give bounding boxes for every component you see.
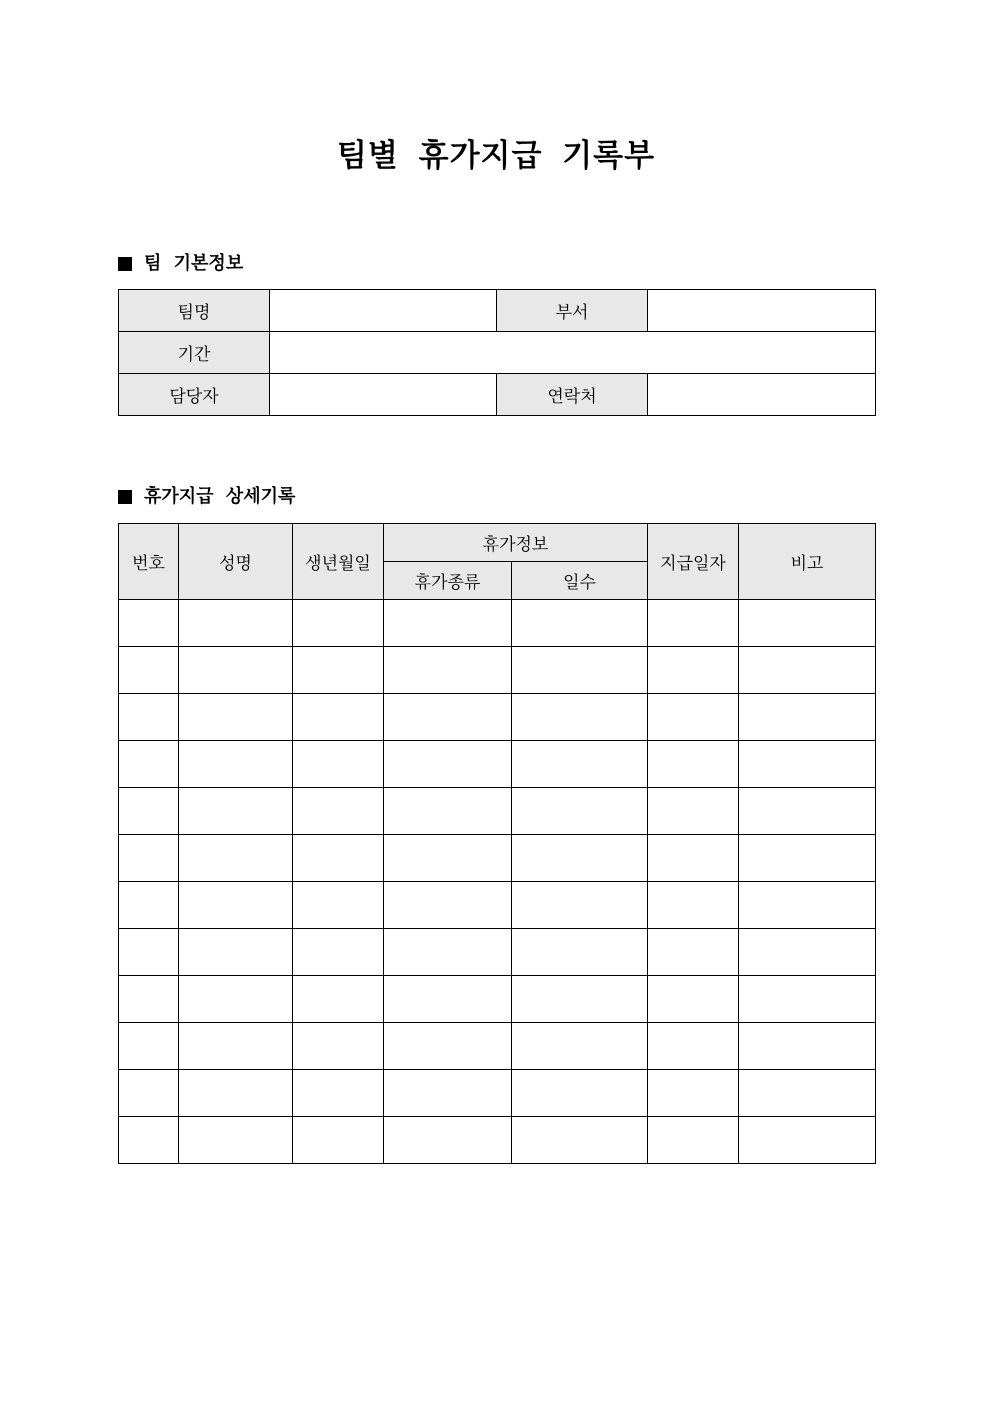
remarks-cell[interactable] bbox=[739, 1117, 876, 1164]
remarks-cell[interactable] bbox=[739, 600, 876, 647]
remarks-cell[interactable] bbox=[739, 741, 876, 788]
name-cell[interactable] bbox=[179, 882, 293, 929]
name-cell[interactable] bbox=[179, 976, 293, 1023]
leave-detail-table bbox=[118, 523, 876, 1164]
number-cell[interactable] bbox=[119, 882, 179, 929]
number-cell[interactable] bbox=[119, 976, 179, 1023]
days-cell[interactable] bbox=[512, 1070, 648, 1117]
table-row bbox=[119, 694, 876, 741]
remarks-cell[interactable] bbox=[739, 929, 876, 976]
table-row bbox=[119, 290, 876, 332]
team-info-table bbox=[118, 289, 876, 416]
col-header-name: 성명 bbox=[179, 524, 293, 600]
number-cell[interactable] bbox=[119, 741, 179, 788]
section-heading-label: 팀 기본정보 bbox=[144, 253, 244, 274]
number-cell[interactable] bbox=[119, 1070, 179, 1117]
remarks-cell[interactable] bbox=[739, 835, 876, 882]
name-cell[interactable] bbox=[179, 1117, 293, 1164]
name-cell[interactable] bbox=[179, 600, 293, 647]
table-row bbox=[119, 788, 876, 835]
days-cell[interactable] bbox=[512, 600, 648, 647]
table-row bbox=[119, 374, 876, 416]
contact-field[interactable] bbox=[648, 374, 876, 416]
col-header-number: 번호 bbox=[119, 524, 179, 600]
document-title: 팀별 휴가지급 기록부 bbox=[336, 138, 656, 174]
days-cell[interactable] bbox=[512, 741, 648, 788]
table-row bbox=[119, 1070, 876, 1117]
leave-type-cell[interactable] bbox=[384, 976, 512, 1023]
number-cell[interactable] bbox=[119, 788, 179, 835]
name-cell[interactable] bbox=[179, 1070, 293, 1117]
pay-date-cell[interactable] bbox=[648, 1117, 739, 1164]
header-row bbox=[119, 524, 876, 562]
col-header-leave-type: 휴가종류 bbox=[384, 562, 512, 600]
col-header-remarks: 비고 bbox=[739, 524, 876, 600]
leave-type-cell[interactable] bbox=[384, 882, 512, 929]
table-row bbox=[119, 1117, 876, 1164]
pay-date-cell[interactable] bbox=[648, 1070, 739, 1117]
name-cell[interactable] bbox=[179, 741, 293, 788]
pay-date-cell[interactable] bbox=[648, 741, 739, 788]
leave-type-cell[interactable] bbox=[384, 788, 512, 835]
remarks-cell[interactable] bbox=[739, 647, 876, 694]
days-cell[interactable] bbox=[512, 647, 648, 694]
name-cell[interactable] bbox=[179, 647, 293, 694]
section-heading-leave-detail bbox=[118, 484, 295, 510]
name-cell[interactable] bbox=[179, 929, 293, 976]
days-cell[interactable] bbox=[512, 1023, 648, 1070]
leave-type-cell[interactable] bbox=[384, 1070, 512, 1117]
manager-field[interactable] bbox=[270, 374, 497, 416]
number-cell[interactable] bbox=[119, 647, 179, 694]
table-row bbox=[119, 929, 876, 976]
table-row bbox=[119, 1023, 876, 1070]
number-cell[interactable] bbox=[119, 1117, 179, 1164]
pay-date-cell[interactable] bbox=[648, 976, 739, 1023]
remarks-cell[interactable] bbox=[739, 1070, 876, 1117]
pay-date-cell[interactable] bbox=[648, 882, 739, 929]
number-cell[interactable] bbox=[119, 929, 179, 976]
label-department: 부서 bbox=[497, 290, 648, 332]
detail-table-body bbox=[119, 600, 876, 1164]
birthdate-cell[interactable] bbox=[293, 600, 384, 647]
label-manager: 담당자 bbox=[119, 374, 270, 416]
birthdate-cell[interactable] bbox=[293, 647, 384, 694]
days-cell[interactable] bbox=[512, 976, 648, 1023]
period-field[interactable] bbox=[270, 332, 876, 374]
table-row bbox=[119, 976, 876, 1023]
pay-date-cell[interactable] bbox=[648, 835, 739, 882]
pay-date-cell[interactable] bbox=[648, 647, 739, 694]
pay-date-cell[interactable] bbox=[648, 929, 739, 976]
square-bullet-icon bbox=[118, 257, 132, 271]
number-cell[interactable] bbox=[119, 600, 179, 647]
table-row bbox=[119, 332, 876, 374]
leave-type-cell[interactable] bbox=[384, 600, 512, 647]
table-row bbox=[119, 600, 876, 647]
col-header-pay-date: 지급일자 bbox=[648, 524, 739, 600]
remarks-cell[interactable] bbox=[739, 694, 876, 741]
remarks-cell[interactable] bbox=[739, 976, 876, 1023]
days-cell[interactable] bbox=[512, 788, 648, 835]
leave-type-cell[interactable] bbox=[384, 694, 512, 741]
section-heading-label: 휴가지급 상세기록 bbox=[144, 486, 296, 507]
number-cell[interactable] bbox=[119, 1023, 179, 1070]
birthdate-cell[interactable] bbox=[293, 788, 384, 835]
section-heading-team-info bbox=[118, 251, 243, 277]
leave-type-cell[interactable] bbox=[384, 1023, 512, 1070]
pay-date-cell[interactable] bbox=[648, 788, 739, 835]
name-cell[interactable] bbox=[179, 694, 293, 741]
days-cell[interactable] bbox=[512, 882, 648, 929]
label-period: 기간 bbox=[119, 332, 270, 374]
birthdate-cell[interactable] bbox=[293, 882, 384, 929]
birthdate-cell[interactable] bbox=[293, 1117, 384, 1164]
remarks-cell[interactable] bbox=[739, 1023, 876, 1070]
birthdate-cell[interactable] bbox=[293, 1023, 384, 1070]
number-cell[interactable] bbox=[119, 835, 179, 882]
department-field[interactable] bbox=[648, 290, 876, 332]
table-row bbox=[119, 741, 876, 788]
name-cell[interactable] bbox=[179, 1023, 293, 1070]
birthdate-cell[interactable] bbox=[293, 835, 384, 882]
table-row bbox=[119, 647, 876, 694]
table-row bbox=[119, 882, 876, 929]
pay-date-cell[interactable] bbox=[648, 694, 739, 741]
leave-type-cell[interactable] bbox=[384, 835, 512, 882]
col-header-birthdate: 생년월일 bbox=[293, 524, 384, 600]
col-header-leave-info: 휴가정보 bbox=[384, 524, 648, 562]
pay-date-cell[interactable] bbox=[648, 1023, 739, 1070]
birthdate-cell[interactable] bbox=[293, 1070, 384, 1117]
col-header-days: 일수 bbox=[512, 562, 648, 600]
label-contact: 연락처 bbox=[497, 374, 648, 416]
team-name-field[interactable] bbox=[270, 290, 497, 332]
days-cell[interactable] bbox=[512, 835, 648, 882]
birthdate-cell[interactable] bbox=[293, 976, 384, 1023]
name-cell[interactable] bbox=[179, 835, 293, 882]
remarks-cell[interactable] bbox=[739, 882, 876, 929]
table-row bbox=[119, 835, 876, 882]
days-cell[interactable] bbox=[512, 694, 648, 741]
name-cell[interactable] bbox=[179, 788, 293, 835]
birthdate-cell[interactable] bbox=[293, 694, 384, 741]
birthdate-cell[interactable] bbox=[293, 741, 384, 788]
days-cell[interactable] bbox=[512, 1117, 648, 1164]
pay-date-cell[interactable] bbox=[648, 600, 739, 647]
leave-type-cell[interactable] bbox=[384, 929, 512, 976]
leave-type-cell[interactable] bbox=[384, 647, 512, 694]
leave-type-cell[interactable] bbox=[384, 741, 512, 788]
leave-type-cell[interactable] bbox=[384, 1117, 512, 1164]
square-bullet-icon bbox=[118, 490, 132, 504]
birthdate-cell[interactable] bbox=[293, 929, 384, 976]
number-cell[interactable] bbox=[119, 694, 179, 741]
remarks-cell[interactable] bbox=[739, 788, 876, 835]
days-cell[interactable] bbox=[512, 929, 648, 976]
label-team-name: 팀명 bbox=[119, 290, 270, 332]
